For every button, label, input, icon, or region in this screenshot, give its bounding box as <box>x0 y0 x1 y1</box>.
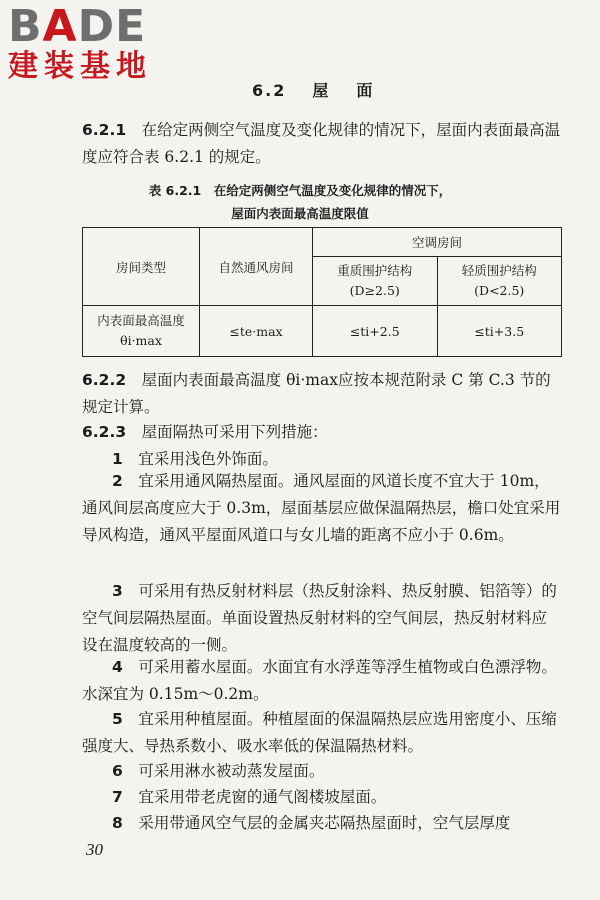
header-natural-ventilation: 自然通风房间 <box>200 228 313 306</box>
clause-6-2-3: 6.2.3 屋面隔热可采用下列措施： <box>82 423 328 441</box>
header-air-conditioned: 空调房间 <box>313 228 562 257</box>
logo-subtitle: 建装基地 <box>8 49 152 84</box>
logo <box>8 1 183 84</box>
table-caption-line2: 屋面内表面最高温度限值 <box>231 206 369 221</box>
list-item-1: 1 宜采用浅色外饰面。 <box>112 450 278 468</box>
clause-6-2-2: 6.2.2 屋面内表面最高温度 θi·max应按本规范附录 C 第 C.3 节的规定计算。 <box>82 371 551 416</box>
value-heavy: ≤ti+2.5 <box>313 306 438 357</box>
list-item-3: 3 可采用有热反射材料层（热反射涂料、热反射膜、铝箔等）的空气间层隔热屋面。单面设置热反射材料的空气间层，热反射材料应设在温度较高的一侧。 <box>82 582 557 654</box>
page-number: 30 <box>86 840 103 859</box>
roof-temperature-table <box>82 227 562 357</box>
row-label-max-temp: 内表面最高温度 θi·max <box>83 306 200 357</box>
value-natural: ≤te·max <box>200 306 313 357</box>
clause-6-2-1: 6.2.1 在给定两侧空气温度及变化规律的情况下，屋面内表面最高温度应符合表 6.2.1 的规定。 <box>82 121 561 166</box>
header-heavy-structure: 重质围护结构 (D≥2.5) <box>313 257 438 306</box>
header-light-structure: 轻质围护结构 (D<2.5) <box>437 257 562 306</box>
header-room-type: 房间类型 <box>83 228 200 306</box>
list-item-4: 4 可采用蓄水屋面。水面宜有水浮莲等浮生植物或白色漂浮物。水深宜为 0.15m～0.2m。 <box>82 658 557 703</box>
list-item-5: 5 宜采用种植屋面。种植屋面的保温隔热层应选用密度小、压缩强度大、导热系数小、吸水率低的保温隔热材料。 <box>82 710 557 755</box>
value-light: ≤ti+3.5 <box>437 306 562 357</box>
list-item-2: 2 宜采用通风隔热屋面。通风屋面的风道长度不宜大于 10m，通风间层高度应大于 0.3m，屋面基层应做保温隔热层，檐口处宜采用导风构造，通风平屋面风道口与女儿墙的距离不应小于 0.6m。 <box>82 472 561 544</box>
table-caption-line1: 表 6.2.1 在给定两侧空气温度及变化规律的情况下， <box>148 183 452 198</box>
list-item-8: 8 采用带通风空气层的金属夹芯隔热屋面时，空气层厚度 <box>112 814 511 832</box>
section-title: 6.2 屋 面 <box>252 81 375 100</box>
logo-wordmark: BADE <box>8 1 147 52</box>
list-item-7: 7 宜采用带老虎窗的通气阁楼坡屋面。 <box>112 788 387 806</box>
list-item-6: 6 可采用淋水被动蒸发屋面。 <box>112 762 325 780</box>
